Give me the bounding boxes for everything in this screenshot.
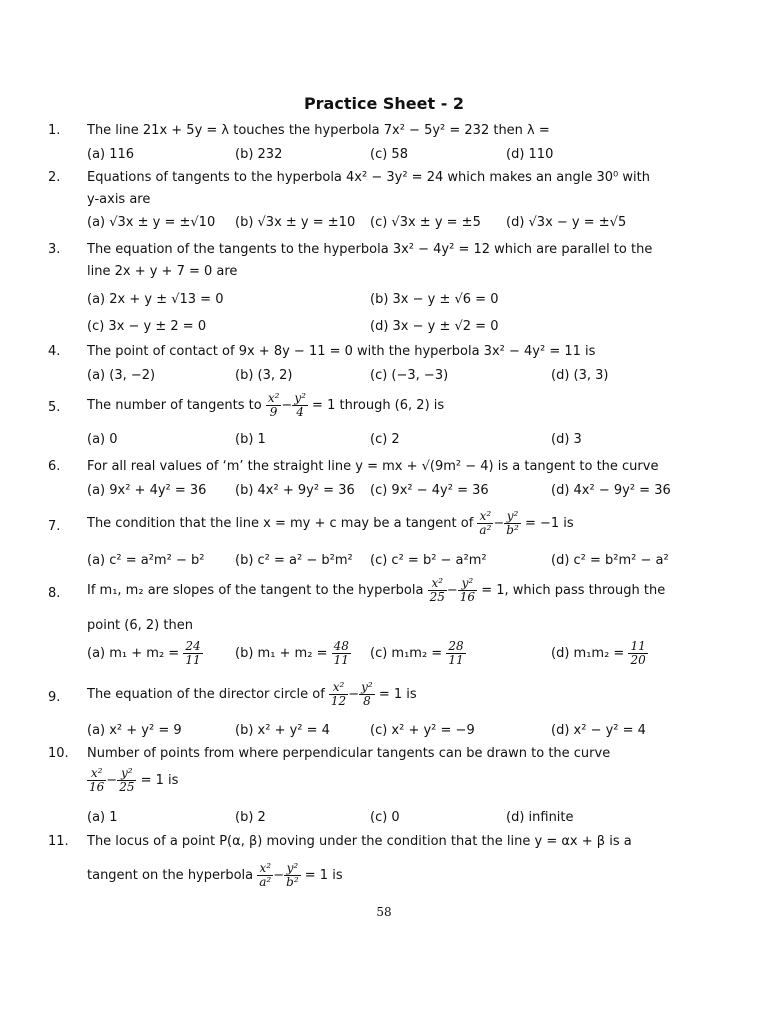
option-b: (b) x² + y² = 4 [235,723,330,738]
option-d: (d) 110 [506,147,554,162]
question-number: 8. [48,586,61,601]
option-a: (a) √3x ± y = ±√10 [87,215,216,230]
question-7: 7. The condition that the line x = my + c may be a tangent of $\frac{\text{x²}}{\text{a²}}$ − $\frac{\text{y²}}{\text{b²}}$ = −1 is [48,509,574,537]
fraction: $\frac{11}{20}$ [630,639,646,667]
question-text: The line 21x + 5y = λ touches the hyperbola 7x² − 5y² = 232 then λ = [87,123,550,138]
question-11: 11. The locus of a point P(α, β) moving under the condition that the line y = αx + β is a tangent on the hyperbola $\frac{\text{x²}}{\text{a²}}$ − $\frac{\text{y²}}{\text{b²}}$ = 1 is [48,833,718,897]
option-c: (c) (−3, −3) [370,368,449,383]
fraction: $\frac{\text{x²}}{9}$ [267,391,280,419]
question-text: The equation of the director circle of [87,687,325,702]
option-d: (d) x² − y² = 4 [551,723,646,738]
option-d: (d) 3 [551,432,582,447]
option-b: (b) c² = a² − b²m² [235,553,353,568]
option-d: (d) 3x − y ± √2 = 0 [370,319,499,334]
fraction: $\frac{\text{x²}}{\text{a²}}$ [259,861,272,889]
question-text: Equations of tangents to the hyperbola 4x² − 3y² = 24 which makes an angle 30⁰ with [87,170,650,185]
question-text: Number of points from where perpendicular tangents can be drawn to the curve [87,746,611,761]
question-number: 4. [48,344,61,359]
option-b: (b) 1 [235,432,266,447]
question-text: The equation of the tangents to the hyperbola 3x² − 4y² = 12 which are parallel to the [87,242,653,257]
option-d: (d) c² = b²m² − a² [551,553,669,568]
question-number: 5. [48,400,61,415]
fraction: $\frac{\text{y²}}{\text{b²}}$ [286,861,299,889]
option-b: (b) 232 [235,147,283,162]
question-number: 3. [48,242,61,257]
fraction: $\frac{\text{y²}}{25}$ [119,766,135,794]
fraction: $\frac{\text{x²}}{16}$ [89,766,105,794]
question-text-cont: tangent on the hyperbola [87,868,254,883]
option-a: (a) c² = a²m² − b² [87,553,205,568]
option-c: (c) 58 [370,147,408,162]
question-number: 1. [48,123,61,138]
option-a: (a) 0 [87,432,118,447]
question-text: For all real values of ‘m’ the straight line y = mx + √(9m² − 4) is a tangent to the curve [87,459,659,474]
question-text: If m₁, m₂ are slopes of the tangent to the hyperbola [87,583,424,598]
question-9: 9. The equation of the director circle of $\frac{\text{x²}}{12}$ − $\frac{\text{y²}}{8}$ = 1 is [48,680,417,708]
fraction: $\frac{\text{y²}}{\text{b²}}$ [506,509,519,537]
option-c: (c) 9x² − 4y² = 36 [370,483,489,498]
fraction: $\frac{\text{y²}}{8}$ [361,680,373,708]
option-b: (b) √3x ± y = ±10 [235,215,356,230]
option-b: (b) (3, 2) [235,368,293,383]
option-c: (c) x² + y² = −9 [370,723,475,738]
fraction: $\frac{\text{x²}}{12}$ [330,680,347,708]
option-c: (c) 2 [370,432,400,447]
option-d: (d) infinite [506,810,574,825]
question-number: 9. [48,690,61,705]
option-d: (d) 4x² − 9y² = 36 [551,483,671,498]
option-c: (c) 0 [370,810,400,825]
option-a: (a) x² + y² = 9 [87,723,182,738]
question-text: The locus of a point P(α, β) moving under the condition that the line y = αx + β is a [87,834,632,849]
question-6 [48,458,718,478]
option-d: (d) √3x − y = ±√5 [506,215,627,230]
option-b: (b) 3x − y ± √6 = 0 [370,292,499,307]
question-text-end: = 1 is [378,687,417,702]
fraction: $\frac{48}{11}$ [333,639,349,667]
option-c: (c) m₁m₂ = $\frac{28}{11}$ [370,639,464,667]
option-a: (a) 2x + y ± √13 = 0 [87,292,224,307]
fraction: $\frac{24}{11}$ [185,639,201,667]
question-5: 5. The number of tangents to $\frac{\text{x²}}{9}$ − $\frac{\text{y²}}{4}$ = 1 through (6, 2) is [48,391,445,419]
question-2 [48,169,718,209]
question-4 [48,343,718,363]
fraction: $\frac{28}{11}$ [448,639,464,667]
option-b: (b) m₁ + m₂ = $\frac{48}{11}$ [235,639,349,667]
option-a: (a) 116 [87,147,135,162]
fraction: $\frac{\text{x²}}{\text{a²}}$ [479,509,492,537]
question-text: The condition that the line x = my + c may be a tangent of [87,516,474,531]
option-d: (d) m₁m₂ = $\frac{11}{20}$ [551,639,646,667]
question-text-end: = 1 is [304,868,343,883]
fraction: $\frac{\text{y²}}{16}$ [459,576,476,604]
question-text-cont: line 2x + y + 7 = 0 are [87,264,238,279]
option-b: (b) 2 [235,810,266,825]
question-text-end: = 1 is [140,773,179,788]
question-text-end: = 1, which pass through the [481,583,666,598]
option-c: (c) c² = b² − a²m² [370,553,487,568]
option-a: (a) 9x² + 4y² = 36 [87,483,207,498]
question-number: 10. [48,746,69,761]
option-d: (d) (3, 3) [551,368,609,383]
question-number: 2. [48,170,61,185]
question-text: The point of contact of 9x + 8y − 11 = 0 with the hyperbola 3x² − 4y² = 11 is [87,344,596,359]
question-3 [48,241,718,281]
question-10: 10. Number of points from where perpendicular tangents can be drawn to the curve $\frac{\text{x²}}{16}$ − $\frac{\text{y²}}{25}$ = 1 is [48,745,718,805]
question-8: 8. If m₁, m₂ are slopes of the tangent to the hyperbola $\frac{\text{x²}}{25}$ − $\frac{\text{y²}}{16}$ = 1, which pass through the point (6, 2) then [48,577,718,637]
question-text-end: = −1 is [524,516,574,531]
page-number: 58 [376,905,392,919]
page-title: Practice Sheet - 2 [303,94,465,113]
question-text-cont: y-axis are [87,192,151,207]
question-text: The number of tangents to [87,398,262,413]
question-number: 11. [48,834,69,849]
option-c: (c) 3x − y ± 2 = 0 [87,319,207,334]
question-text-cont: point (6, 2) then [87,618,193,633]
option-c: (c) √3x ± y = ±5 [370,215,481,230]
question-number: 7. [48,519,61,534]
option-b: (b) 4x² + 9y² = 36 [235,483,355,498]
option-a: (a) m₁ + m₂ = $\frac{24}{11}$ [87,639,201,667]
option-a: (a) (3, −2) [87,368,156,383]
question-number: 6. [48,459,61,474]
question-text-end: = 1 through (6, 2) is [312,398,445,413]
option-a: (a) 1 [87,810,118,825]
fraction: $\frac{\text{x²}}{25}$ [429,576,445,604]
fraction: $\frac{\text{y²}}{4}$ [294,391,306,419]
